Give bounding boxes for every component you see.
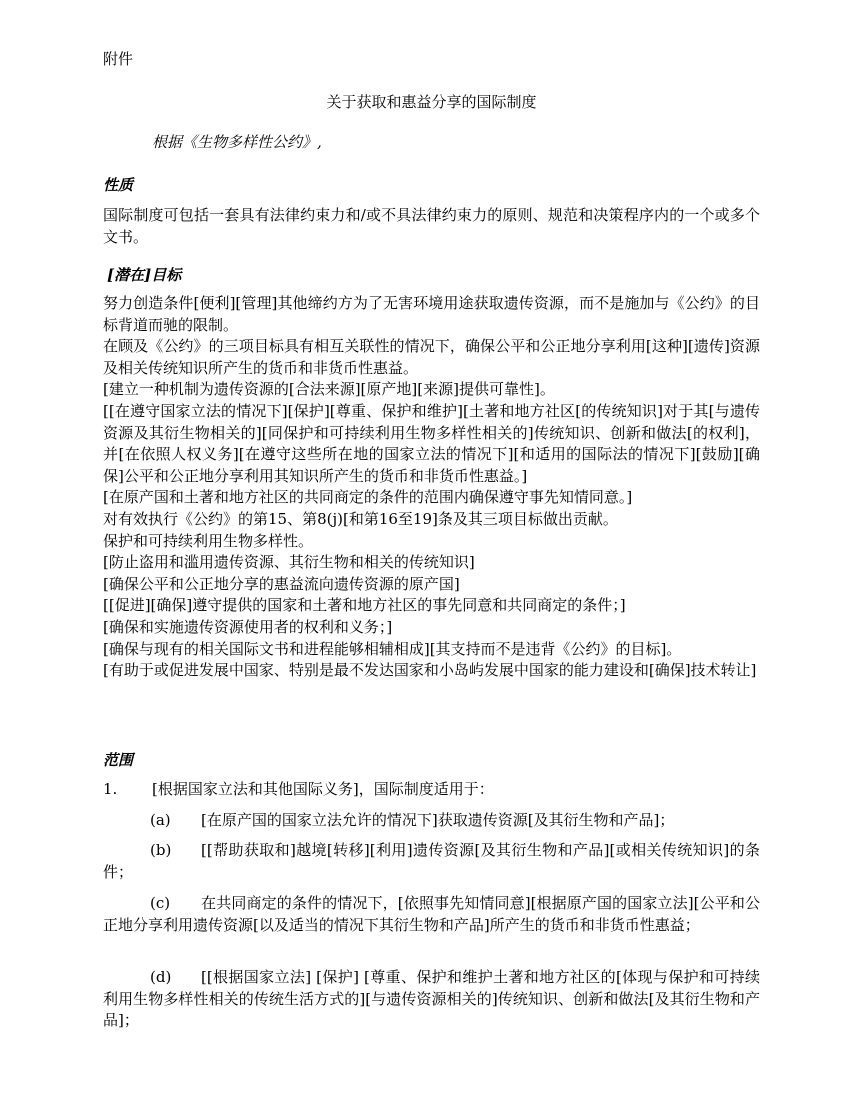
objective-paragraph: 对有效执行《公约》的第15、第8(j)[和第16至19]条及其三项目标做出贡献。 xyxy=(103,509,618,528)
scope-heading: 范围 xyxy=(103,751,134,769)
objective-paragraph: 保护和可持续利用生物多样性。 xyxy=(103,531,314,550)
objectives-section xyxy=(103,293,760,682)
objective-paragraph: [确保和实施遗传资源使用者的权利和义务；] xyxy=(103,617,393,636)
subitem-text: [[根据国家立法] [保护] [尊重、保护和维护土著和地方社区的[体现与保护和可持续利用生物多样性相关的传统生活方式的][与遗传资源相关的]传统知识、创新和做法[及其衍生物和产品]； xyxy=(103,968,760,1030)
subitem-label: (c) xyxy=(150,894,171,912)
subitem-label: (b) xyxy=(150,841,172,859)
objective-paragraph: [[在遵守国家立法的情况下][保护][尊重、保护和维护][土著和地方社区[的传统知识]对于其[与遗传资源及其衍生物相关的][同保护和可持续利用生物多样性相关的]传统知识、创新和做法[的权利]，并[在依照人权义务][在遵守这些所在地的国家立法的情况下][和适用的国际法的情况下][鼓励][确保]公平和公正地分享利用其知识所产生的货币和非货币性惠益。] xyxy=(103,401,760,485)
objectives-heading: [潜在]目标 xyxy=(107,266,182,284)
annex-label: 附件 xyxy=(103,50,134,68)
objective-paragraph: 努力创造条件[便利][管理]其他缔约方为了无害环境用途获取遗传资源，而不是施加与《公约》的目标背道而驰的限制。 xyxy=(103,294,760,334)
nature-section xyxy=(103,205,760,248)
subitem-text: [[帮助获取和]越境[转移][利用]遗传资源[及其衍生物和产品][或相关传统知识]的条件； xyxy=(103,841,760,881)
objective-paragraph: [确保公平和公正地分享的惠益流向遗传资源的原产国] xyxy=(103,574,460,593)
nature-text: 国际制度可包括一套具有法律约束力和/或不具法律约束力的原则、规范和决策程序内的一个或多个文书。 xyxy=(103,206,760,246)
preamble: 根据《生物多样性公约》, xyxy=(152,133,322,151)
subitem-label: (d) xyxy=(150,968,172,986)
objective-paragraph: [有助于或促进发展中国家、特别是最不发达国家和小岛屿发展中国家的能力建设和[确保]技术转让] xyxy=(103,661,757,680)
scope-item-1 xyxy=(103,779,760,801)
scope-item-number: 1. xyxy=(103,780,118,798)
scope-subitem-b xyxy=(103,840,760,883)
objective-paragraph: [防止盗用和滥用遗传资源、其衍生物和相关的传统知识] xyxy=(103,553,475,572)
objective-paragraph: [确保与现有的相关国际文书和进程能够相辅相成][其支持而不是违背《公约》的目标]。 xyxy=(103,639,682,658)
subitem-text: 在共同商定的条件的情况下，[依照事先知情同意][根据原产国的国家立法][公平和公正地分享利用遗传资源[以及适当的情况下其衍生物和产品]所产生的货币和非货币性惠益； xyxy=(103,894,760,934)
scope-subitem-d xyxy=(103,967,760,1032)
scope-subitem-a xyxy=(103,810,760,832)
scope-subitem-c xyxy=(103,893,760,936)
document-title: 关于获取和惠益分享的国际制度 xyxy=(326,93,537,111)
subitem-text: [在原产国的国家立法允许的情况下]获取遗传资源[及其衍生物和产品]； xyxy=(201,811,675,829)
objective-paragraph: 在顾及《公约》的三项目标具有相互关联性的情况下，确保公平和公正地分享利用[这种][遗传]资源及相关传统知识所产生的货币和非货币性惠益。 xyxy=(103,337,760,377)
nature-heading: 性质 xyxy=(103,176,134,194)
scope-item-text: [根据国家立法和其他国际义务]，国际制度适用于： xyxy=(152,780,494,798)
subitem-label: (a) xyxy=(150,811,171,829)
objective-paragraph: [在原产国和土著和地方社区的共同商定的条件的范围内确保遵守事先知情同意。] xyxy=(103,488,633,507)
objective-paragraph: [[促进][确保]遵守提供的国家和土著和地方社区的事先同意和共同商定的条件；] xyxy=(103,596,626,615)
objective-paragraph: [建立一种机制为遗传资源的[合法来源][原产地][来源]提供可靠性]。 xyxy=(103,380,555,399)
